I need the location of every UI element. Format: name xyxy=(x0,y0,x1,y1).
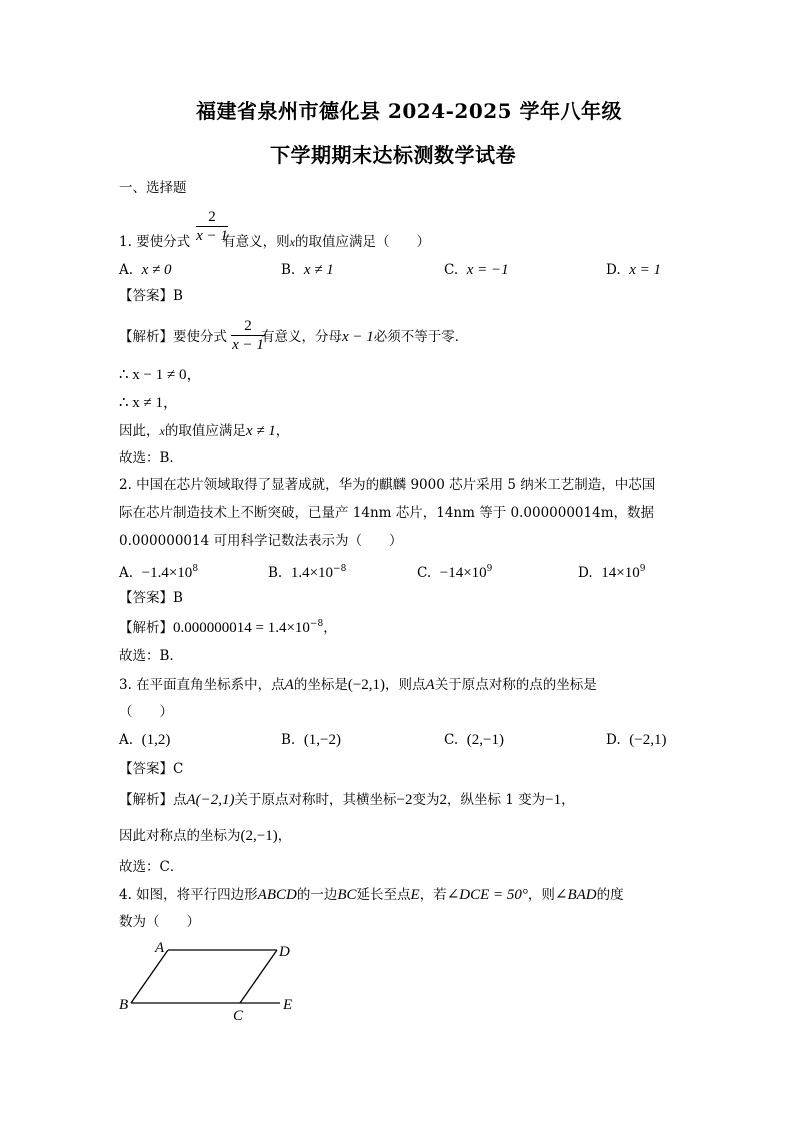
vertex-label-e: E xyxy=(283,997,293,1013)
q2-stem-line2: 际在芯片制造技术上不断突破，已量产 14nm 芯片，14nm 等于 0.000000014m，数据 xyxy=(119,505,654,521)
option-math: (1,−2) xyxy=(303,732,342,748)
q3-option-c[interactable] xyxy=(444,733,504,748)
doc-title-line2: 下学期期末达标测数学试卷 xyxy=(270,143,516,167)
q1-analysis-part: 有意义，分母 xyxy=(261,329,342,345)
q3-option-a[interactable] xyxy=(119,733,170,748)
q4-stem-part: 延长至点 xyxy=(356,887,411,903)
q4-stem-math: E xyxy=(410,887,420,903)
option-math: (2,−1) xyxy=(466,732,504,748)
option-math: −14×10 xyxy=(439,565,487,581)
q3-stem-part: ，则点 xyxy=(385,677,426,693)
option-math: 1.4×10 xyxy=(290,565,334,581)
q4-stem-part: 4. 如图，将平行四边形 xyxy=(119,887,258,903)
q1-step1: ∴ x − 1 ≠ 0， xyxy=(119,367,202,383)
vertex-label-a: A xyxy=(155,940,165,956)
q4-stem-math: ∠BAD xyxy=(554,887,597,903)
q1-step3-math: x ≠ 1 xyxy=(245,423,276,439)
option-math: (−2,1) xyxy=(629,732,667,748)
q3-conclusion-part: ， xyxy=(277,828,292,844)
q3-analysis-math: −1 xyxy=(545,792,562,808)
option-math: −1.4×10 xyxy=(141,565,193,581)
q3-analysis-point: A(−2,1) xyxy=(186,792,235,808)
q1-analysis-part: 必须不等于零． xyxy=(373,329,469,345)
q3-option-d[interactable] xyxy=(606,733,666,748)
option-math: (1,2) xyxy=(141,732,171,748)
q2-stem-line3: 0.000000014 可用科学记数法表示为（ ） xyxy=(119,533,403,549)
q1-option-d[interactable] xyxy=(606,263,661,278)
q1-choose: 故选：B． xyxy=(119,450,183,466)
q2-analysis-part: ， xyxy=(323,620,337,636)
option-label: B. xyxy=(281,262,296,278)
q4-stem-part: 的度 xyxy=(596,887,624,903)
q1-analysis-frac-num: 2 xyxy=(244,318,252,334)
q1-stem-part: 有意义，则 xyxy=(222,234,290,250)
fraction-bar xyxy=(196,226,228,227)
q4-stem-math: ABCD xyxy=(257,887,297,903)
q1-step2: ∴ x ≠ 1， xyxy=(119,395,179,411)
q3-choose: 故选：C． xyxy=(119,859,184,875)
option-label: D. xyxy=(606,732,621,748)
option-label: A. xyxy=(119,565,134,581)
option-label: D. xyxy=(578,565,593,581)
q2-analysis-math: 0.000000014 = 1.4×10 xyxy=(173,620,310,636)
option-math: x = 1 xyxy=(629,262,662,278)
q1-frac-den: x − 1 xyxy=(196,228,228,244)
q2-option-a[interactable] xyxy=(119,565,198,581)
q3-conclusion-point: (2,−1) xyxy=(240,828,278,844)
q1-stem-var: x xyxy=(289,235,295,249)
parallelogram-figure xyxy=(115,938,305,1023)
q3-stem-var: A xyxy=(425,677,435,693)
vertex-label-d: D xyxy=(279,944,290,960)
option-math: 14×10 xyxy=(601,565,640,581)
q2-answer: 【答案】B xyxy=(119,590,183,606)
option-label: B. xyxy=(268,565,283,581)
q1-analysis-math: x − 1 xyxy=(342,329,374,345)
q3-stem xyxy=(119,678,597,693)
q2-choose: 故选：B． xyxy=(119,648,183,664)
q2-analysis xyxy=(119,620,337,636)
q1-step3-part: 因此， xyxy=(119,423,160,439)
q4-stem-math: ∠DCE = 50° xyxy=(446,887,528,903)
q1-stem-part: 的取值应满足（ ） xyxy=(295,234,430,250)
edge-dc xyxy=(240,950,277,1003)
q4-stem-part: ，若 xyxy=(419,887,447,903)
q2-stem-line1: 2. 中国在芯片领域取得了显著成就，华为的麒麟 9000 芯片采用 5 纳米工艺制造，中芯国 xyxy=(119,477,656,493)
q1-step3-part: ， xyxy=(275,423,290,439)
option-label: A. xyxy=(119,262,134,278)
q1-stem xyxy=(119,236,430,250)
q1-option-c[interactable] xyxy=(444,263,509,278)
option-label: C. xyxy=(444,732,459,748)
vertex-label-b: B xyxy=(119,997,129,1013)
q1-analysis xyxy=(119,330,468,345)
q2-analysis-part: 【解析】 xyxy=(119,620,173,636)
q3-analysis xyxy=(119,793,575,808)
edge-ab xyxy=(131,950,168,1003)
q1-step3-var: x xyxy=(159,424,165,438)
q1-analysis-frac-den: x − 1 xyxy=(232,337,264,353)
q3-analysis-part: 【解析】点 xyxy=(119,792,187,808)
q1-stem-part: 1. 要使分式 xyxy=(119,234,191,250)
option-exponent: 9 xyxy=(486,564,493,574)
option-math: x ≠ 0 xyxy=(141,262,172,278)
option-label: A. xyxy=(119,732,134,748)
q3-paren: （ ） xyxy=(119,704,173,720)
q4-stem-line1 xyxy=(119,888,624,903)
q3-analysis-math: 2 xyxy=(439,792,447,808)
q3-answer: 【答案】C xyxy=(119,761,184,777)
q2-option-b[interactable] xyxy=(268,565,346,581)
q3-stem-part: 关于原点对称的点的坐标是 xyxy=(434,677,597,693)
q3-stem-part: 3. 在平面直角坐标系中，点 xyxy=(119,677,285,693)
q3-analysis-math: −2 xyxy=(396,792,413,808)
q4-stem-math: BC xyxy=(337,887,357,903)
option-label: C. xyxy=(444,262,459,278)
q3-analysis-part: ，纵坐标 1 变为 xyxy=(447,792,546,808)
option-math: x ≠ 1 xyxy=(303,262,334,278)
q1-frac-num: 2 xyxy=(208,209,216,225)
option-exponent: −8 xyxy=(333,564,347,574)
q2-analysis-exponent: −8 xyxy=(309,619,324,629)
q3-analysis-part: ， xyxy=(561,792,575,808)
q3-option-b[interactable] xyxy=(281,733,341,748)
q3-stem-var: A xyxy=(284,677,294,693)
q1-answer: 【答案】B xyxy=(119,288,183,304)
vertex-label-c: C xyxy=(233,1008,244,1023)
q4-stem-part: 的一边 xyxy=(296,887,338,903)
q4-stem-line2: 数为（ ） xyxy=(119,914,200,930)
q1-option-a[interactable] xyxy=(119,263,172,278)
q3-conclusion xyxy=(119,829,291,844)
option-math: x = −1 xyxy=(466,262,509,278)
q3-stem-point: (−2,1) xyxy=(347,677,386,693)
q1-step3-part: 的取值应满足 xyxy=(164,423,246,439)
q2-option-c[interactable] xyxy=(417,565,492,581)
q1-analysis-part: 【解析】要使分式 xyxy=(119,329,227,345)
q3-conclusion-part: 因此对称点的坐标为 xyxy=(119,828,241,844)
q3-analysis-part: 关于原点对称时，其横坐标 xyxy=(234,792,397,808)
section-heading: 一、选择题 xyxy=(119,180,187,196)
option-exponent: 8 xyxy=(192,564,199,574)
q1-step3 xyxy=(119,424,289,439)
q4-stem-part: ，则 xyxy=(527,887,555,903)
doc-title-line1: 福建省泉州市德化县 2024-2025 学年八年级 xyxy=(196,99,623,123)
q3-analysis-part: 变为 xyxy=(412,792,440,808)
option-exponent: 9 xyxy=(639,564,646,574)
q3-stem-part: 的坐标是 xyxy=(293,677,348,693)
option-label: B. xyxy=(281,732,296,748)
q2-option-d[interactable] xyxy=(578,565,645,581)
option-label: C. xyxy=(417,565,432,581)
q1-option-b[interactable] xyxy=(281,263,334,278)
option-label: D. xyxy=(606,262,621,278)
